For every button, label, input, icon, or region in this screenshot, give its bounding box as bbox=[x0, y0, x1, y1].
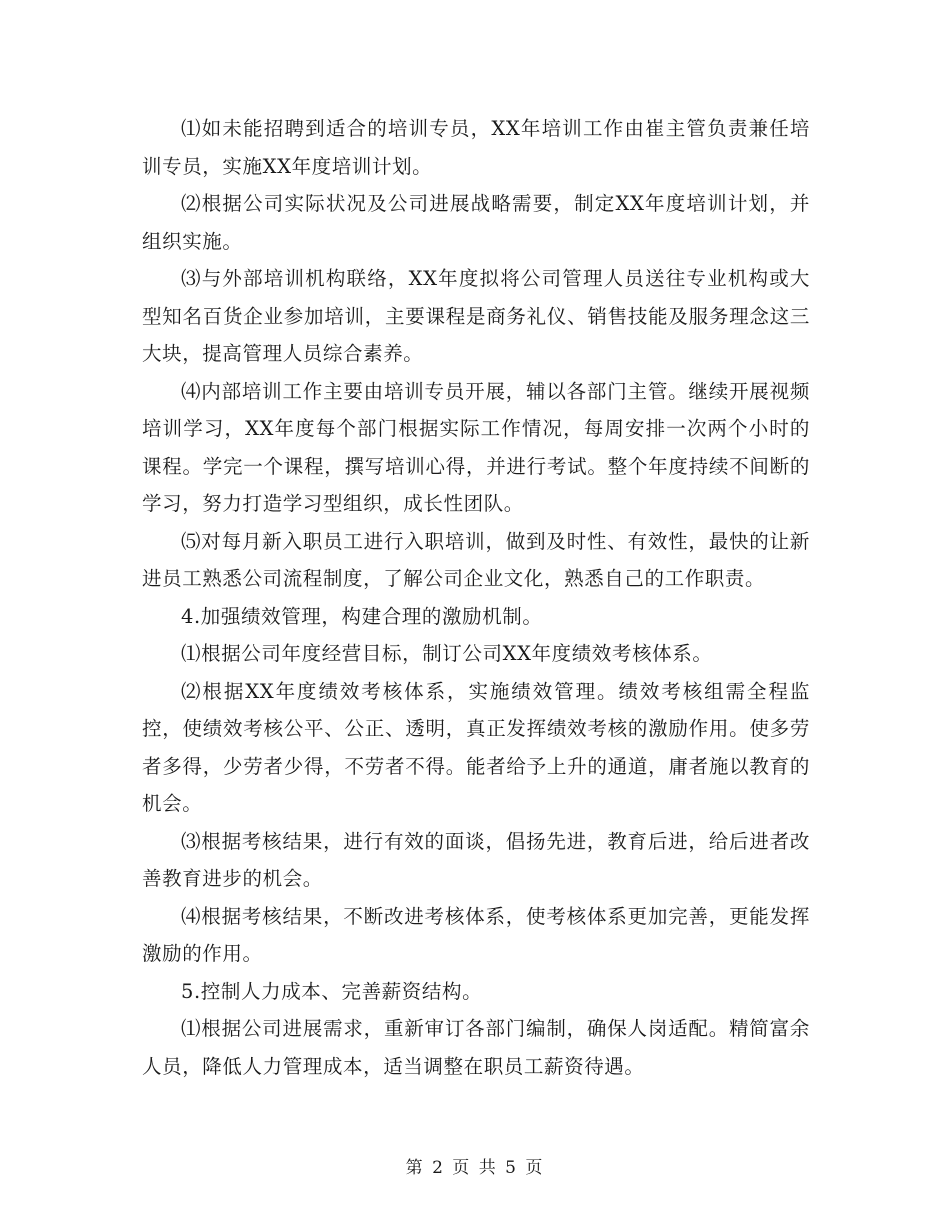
paragraph-training-1: ⑴如未能招聘到适合的培训专员，XX年培训工作由崔主管负责兼任培训专员，实施XX年度培训计划。 bbox=[142, 117, 810, 178]
paragraph-cost-1: ⑴根据公司进展需求，重新审订各部门编制，确保人岗适配。精简富余人员，降低人力管理成本，适当调整在职员工薪资待遇。 bbox=[142, 1017, 810, 1078]
paragraph-performance-2: ⑵根据XX年度绩效考核体系，实施绩效管理。绩效考核组需全程监控，使绩效考核公平、公正、透明，真正发挥绩效考核的激励作用。使多劳者多得，少劳者少得，不劳者不得。能者给予上升的通道，庸者施以教育的机会。 bbox=[142, 679, 810, 815]
page-number-footer: 第 2 页 共 5 页 bbox=[405, 1158, 545, 1178]
paragraph-performance-1: ⑴根据公司年度经营目标，制订公司XX年度绩效考核体系。 bbox=[181, 642, 713, 665]
paragraph-performance-4: ⑷根据考核结果，不断改进考核体系，使考核体系更加完善，更能发挥激励的作用。 bbox=[142, 904, 810, 965]
paragraph-training-5: ⑸对每月新入职员工进行入职培训，做到及时性、有效性，最快的让新进员工熟悉公司流程制度，了解公司企业文化，熟悉自己的工作职责。 bbox=[142, 529, 810, 590]
document-body bbox=[142, 110, 810, 1085]
section-heading-cost: 5.控制人力成本、完善薪资结构。 bbox=[181, 979, 483, 1003]
section-heading-performance: 4.加强绩效管理，构建合理的激励机制。 bbox=[181, 604, 543, 628]
paragraph-training-2: ⑵根据公司实际状况及公司进展战略需要，制定XX年度培训计划，并组织实施。 bbox=[142, 192, 810, 253]
paragraph-training-3: ⑶与外部培训机构联络，XX年度拟将公司管理人员送往专业机构或大型知名百货企业参加培训，主要课程是商务礼仪、销售技能及服务理念这三大块，提高管理人员综合素养。 bbox=[142, 267, 810, 365]
paragraph-training-4: ⑷内部培训工作主要由培训专员开展，辅以各部门主管。继续开展视频培训学习，XX年度每个部门根据实际工作情况，每周安排一次两个小时的课程。学完一个课程，撰写培训心得，并进行考试。整个年度持续不间断的学习，努力打造学习型组织，成长性团队。 bbox=[142, 379, 810, 515]
paragraph-performance-3: ⑶根据考核结果，进行有效的面谈，倡扬先进，教育后进，给后进者改善教育进步的机会。 bbox=[142, 829, 810, 890]
